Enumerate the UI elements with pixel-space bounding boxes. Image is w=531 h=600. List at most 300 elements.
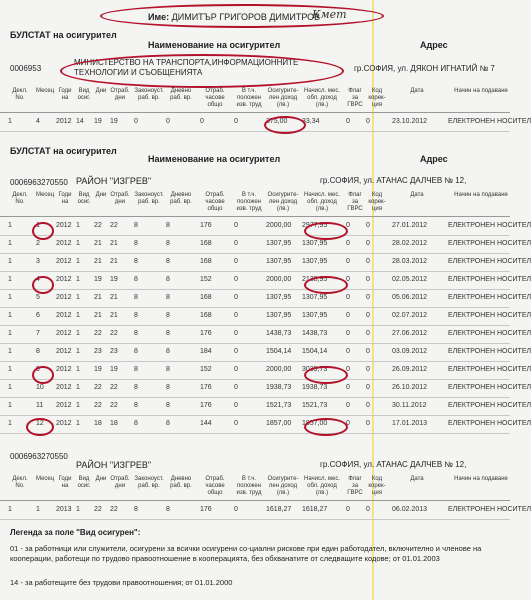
table-cell: 1 [36,506,40,513]
table-cell: 0 [366,420,370,427]
name-value: ДИМИТЪР ГРИГОРОВ ДИМИТРОВ [171,12,321,22]
table-cell: 8 [36,348,40,355]
red-circle-name [100,4,384,28]
divider [0,500,510,501]
section1-col-header: Дни [95,88,107,94]
table-cell: ЕЛЕКТРОНЕН НОСИТЕЛ [448,330,531,337]
table-cell: 0 [234,312,238,319]
table-cell: 11 [36,402,44,409]
table-cell: 0 [346,118,350,125]
table-cell: 1307,95 [266,240,292,247]
table-cell: 1 [8,506,12,513]
table-cell: 4 [36,118,40,125]
table-cell: 21 [110,240,118,247]
section1-col-header: Осигуритe- лен доход (лв.) [267,88,299,108]
legend-line-2: 14 - за работещите без трудови правоотношения; от 01.01.2000 [10,578,233,587]
table-cell: 2000,00 [266,276,292,283]
table-cell: ЕЛЕКТРОНЕН НОСИТЕЛ [448,384,531,391]
table-row [0,398,531,416]
table-cell: 0 [234,276,238,283]
table-cell: 2012 [56,330,72,337]
section3-col-header: Декл. No. [12,476,28,489]
section1-col-header: Дата [410,88,424,94]
section3-col-header: Дневно раб. вр. [170,476,192,489]
table-cell: 0 [366,348,370,355]
section3-col-header: Код корек- ция [368,476,386,496]
table-cell: 1 [76,420,80,427]
table-cell: 2012 [56,222,72,229]
table-cell: 8 [134,366,138,373]
table-cell: 19 [94,276,102,283]
table-cell: 8 [166,506,170,513]
table-cell: 6 [36,312,40,319]
table-cell: 1521,73 [266,402,292,409]
table-cell: 19 [94,118,102,125]
table-cell: 0 [234,506,238,513]
table-cell: 19 [110,366,118,373]
table-cell: 27.06.2012 [392,330,428,337]
table-cell: 21 [94,240,102,247]
section3-address: гр.СОФИЯ, ул. АТАНАС ДАЛЧЕВ № 12, [320,460,467,469]
table-cell: 2138,95 [302,276,328,283]
table-cell: 0 [234,258,238,265]
section2-col-header: Начин на подаване [454,192,508,198]
section2-col-header: Начисл. мес. обл. доход (лв.) [304,192,340,212]
table-cell: 0 [346,420,350,427]
table-cell: 168 [200,312,212,319]
table-cell: 1 [76,240,80,247]
table-cell: 152 [200,366,212,373]
table-cell: 22 [94,506,102,513]
table-cell: 0 [346,258,350,265]
section2-bulstat: 0006963270550 [10,178,68,187]
red-circle-month-12 [26,418,54,436]
section1-col-header: Флаг за ГВРС [347,88,363,108]
section2-col-header: Код корек- ция [368,192,386,212]
table-cell: 22 [110,384,118,391]
table-cell: 0 [366,402,370,409]
table-cell: 0 [234,330,238,337]
table-cell: 18 [94,420,102,427]
section1-bulstat: 0006953 [10,64,42,73]
table-cell: 8 [166,384,170,391]
table-cell: 1938,73 [266,384,292,391]
table-cell: 8 [166,420,170,427]
table-cell: ЕЛЕКТРОНЕН НОСИТЕЛ [448,240,531,247]
table-cell: 176 [200,384,212,391]
table-cell: 22 [110,330,118,337]
table-cell: ЕЛЕКТРОНЕН НОСИТЕЛ [448,366,531,373]
table-cell: 03.09.2012 [392,348,428,355]
table-cell: 2012 [56,118,72,125]
section3-col-header: Отраб. часове общо [205,476,225,496]
section1-address: гр.СОФИЯ, ул. ДЯКОН ИГНАТИЙ № 7 [354,64,495,73]
table-cell: 1438,73 [266,330,292,337]
table-cell: 12 [36,420,44,427]
table-cell: 2013 [56,506,72,513]
table-cell: 1307,95 [266,312,292,319]
table-cell: 0 [234,402,238,409]
table-cell: 184 [200,348,212,355]
table-cell: 0 [366,506,370,513]
table-cell: 8 [166,222,170,229]
table-cell: 1 [76,258,80,265]
section1-col-header: Вид осиг. [77,88,91,101]
table-cell: 0 [346,312,350,319]
table-cell: 0 [234,294,238,301]
table-cell: 1 [8,222,12,229]
table-cell: 0 [346,402,350,409]
section2-col-header: Осигуритe- лен доход (лв.) [267,192,299,212]
section1-table [0,114,531,134]
section1-col-header: Код корек- ция [368,88,386,108]
section2-col-header: Декл. No. [12,192,28,205]
table-cell: 8 [134,222,138,229]
red-circle-amount-12 [304,418,348,436]
section2-table [0,218,531,438]
table-cell: 0 [366,312,370,319]
table-cell: 1 [8,420,12,427]
table-row [0,380,531,398]
table-cell: 0 [346,366,350,373]
table-cell: 19 [110,276,118,283]
table-cell: 1307,95 [266,258,292,265]
table-cell: 1857,00 [302,420,328,427]
section1-col-header: Годи на [58,88,72,101]
table-cell: 7 [36,330,40,337]
table-cell: 0 [346,506,350,513]
section2-col-header: Годи на [58,192,72,205]
section3-col-header: В т.ч. положен изв. труд [236,476,262,496]
table-cell: 8 [134,258,138,265]
section3-col-header: Начин на подаване [454,476,508,482]
table-cell: ЕЛЕКТРОНЕН НОСИТЕЛ [448,294,531,301]
table-row [0,326,531,344]
table-cell: 0 [200,118,204,125]
section3-bulstat: 0006963270550 [10,452,68,461]
table-cell: 0 [366,384,370,391]
table-cell: 23 [94,348,102,355]
section2-employer: РАЙОН "ИЗГРЕВ" [76,176,152,186]
red-circle-amount-4 [304,276,348,294]
section1-col-header: Начин на подаване [454,88,508,94]
section1-col-header: Месец [36,88,55,94]
table-cell: 0 [166,118,170,125]
table-cell: 9 [36,366,40,373]
table-cell: 2012 [56,258,72,265]
section2-col-header: Законоуст. раб. вр. [134,192,164,205]
section1-col-header: В т.ч. положен изв. труд [236,88,262,108]
table-cell: 1 [8,240,12,247]
table-cell: 0 [366,258,370,265]
section1-col-header: Начисл. мес. обл. доход (лв.) [304,88,340,108]
table-cell: 0 [234,240,238,247]
table-cell: 23.10.2012 [392,118,428,125]
table-cell: 1 [8,402,12,409]
table-cell: 0 [234,366,238,373]
table-cell: 3 [36,258,40,265]
table-cell: 4 [36,276,40,283]
table-cell: ЕЛЕКТРОНЕН НОСИТЕЛ [448,420,531,427]
table-cell: 1 [76,294,80,301]
table-cell: 168 [200,240,212,247]
table-cell: 02.05.2012 [392,276,428,283]
section2-col-header: Дневно раб. вр. [170,192,192,205]
table-cell: 8 [166,312,170,319]
table-cell: 1307,95 [302,258,328,265]
table-cell: 144 [200,420,212,427]
section2-address-header: Адрес [420,154,448,164]
table-cell: 0 [346,276,350,283]
section3-col-header: Дата [410,476,424,482]
table-cell: 1438,73 [302,330,328,337]
divider [0,216,510,217]
table-cell: 1 [76,312,80,319]
table-cell: 176 [200,506,212,513]
red-circle-month-4 [32,276,54,294]
table-cell: 1 [8,294,12,301]
table-cell: 8 [134,506,138,513]
table-cell: ЕЛЕКТРОНЕН НОСИТЕЛ [448,258,531,265]
table-cell: 0 [346,294,350,301]
table-cell: 0 [346,330,350,337]
table-cell: 1 [76,330,80,337]
table-cell: 21 [110,312,118,319]
section2-col-header: Месец [36,192,55,198]
table-cell: ЕЛЕКТРОНЕН НОСИТЕЛ [448,312,531,319]
table-cell: 176 [200,222,212,229]
table-cell: 1 [36,222,40,229]
table-cell: 22 [94,384,102,391]
table-cell: 0 [366,366,370,373]
section1-name-header: Наименование на осигурител [148,40,281,50]
section1-employer: МИНИСТЕРСТВО НА ТРАНСПОРТА,ИНФОРМАЦИОННИТЕ ТЕХНОЛОГИИ И СЪОБЩЕНИЯТА [74,58,299,77]
table-cell: 1 [76,222,80,229]
table-cell: 5 [36,294,40,301]
table-cell: 1 [76,276,80,283]
section2-col-header: Отраб. часове общо [205,192,225,212]
table-cell: ЕЛЕКТРОНЕН НОСИТЕЛ [448,222,531,229]
section2-col-header: Отраб. дни [110,192,130,205]
table-cell: 28.03.2012 [392,258,428,265]
legend-title: Легенда за поле "Вид осигурен": [10,528,141,537]
table-cell: 0 [346,222,350,229]
table-cell: 2012 [56,348,72,355]
table-cell: 168 [200,294,212,301]
red-circle-month-1 [32,222,54,240]
section3-col-header: Флаг за ГВРС [347,476,363,496]
section2-column-headers [0,192,517,216]
table-cell: 26.10.2012 [392,384,428,391]
table-cell: 168 [200,258,212,265]
table-cell: ЕЛЕКТРОНЕН НОСИТЕЛ [448,118,531,125]
table-cell: 3039,73 [302,366,328,373]
table-cell: 2000,00 [266,366,292,373]
table-cell: 19 [110,118,118,125]
table-cell: 21 [94,312,102,319]
table-cell: 1504,14 [302,348,328,355]
table-cell: 1307,95 [302,294,328,301]
table-cell: ЕЛЕКТРОНЕН НОСИТЕЛ [448,402,531,409]
table-cell: 8 [134,312,138,319]
table-cell: 8 [134,420,138,427]
table-cell: 8 [166,258,170,265]
section3-col-header: Дни [95,476,107,482]
table-cell: 1 [76,348,80,355]
table-cell: 1 [8,348,12,355]
table-cell: 1618,27 [266,506,292,513]
section2-col-header: Вид осиг. [77,192,91,205]
row-divider [0,433,510,434]
section3-col-header: Законоуст. раб. вр. [134,476,164,489]
table-cell: 17.01.2013 [392,420,428,427]
table-cell: 22 [94,330,102,337]
table-cell: 02.07.2012 [392,312,428,319]
table-cell: 1857,00 [266,420,292,427]
table-cell: 1 [76,384,80,391]
table-cell: 2012 [56,294,72,301]
table-cell: 0 [366,240,370,247]
section1-col-header: Законоуст. раб. вр. [134,88,164,101]
table-cell: 30.11.2012 [392,402,427,409]
table-cell: 8 [166,330,170,337]
table-row [0,502,531,520]
table-cell: 8 [166,402,170,409]
table-cell: 0 [234,420,238,427]
section2-address: гр.СОФИЯ, ул. АТАНАС ДАЛЧЕВ № 12, [320,176,467,185]
section2-bulstat-label: БУЛСТАТ на осигурител [10,146,117,156]
table-cell: 19 [94,366,102,373]
table-cell: 26.09.2012 [392,366,428,373]
table-cell: 2012 [56,312,72,319]
table-row [0,290,531,308]
section1-address-header: Адрес [420,40,448,50]
table-cell: 0 [366,118,370,125]
handwritten-note: Кмет [312,8,347,21]
table-cell: 1 [76,402,80,409]
table-cell: 1618,27 [302,506,328,513]
table-cell: 1 [8,384,12,391]
table-cell: 1504,14 [266,348,292,355]
table-row [0,114,531,132]
red-circle-month-9 [32,366,54,384]
table-cell: 375,00 [266,118,288,125]
table-cell: 1 [8,366,12,373]
table-cell: 2012 [56,384,72,391]
section3-col-header: Вид осиг. [77,476,91,489]
table-cell: 8 [134,240,138,247]
table-cell: 28.02.2012 [392,240,428,247]
table-cell: 8 [134,348,138,355]
section1-column-headers [0,88,517,112]
table-cell: 2 [36,240,40,247]
table-cell: ЕЛЕКТРОНЕН НОСИТЕЛ [448,276,531,283]
table-cell: 1 [8,312,12,319]
table-cell: 0 [366,276,370,283]
table-cell: 33,34 [302,118,320,125]
table-cell: 8 [134,402,138,409]
table-cell: 2012 [56,420,72,427]
table-cell: 8 [134,330,138,337]
table-cell: 0 [346,348,350,355]
table-cell: 2000,00 [266,222,292,229]
section1-bulstat-label: БУЛСТАТ на осигурител [10,30,117,40]
table-cell: 2012 [56,276,72,283]
section3-column-headers [0,476,517,500]
table-cell: 0 [346,240,350,247]
table-cell: 1307,95 [302,312,328,319]
table-cell: 1 [76,506,80,513]
table-cell: 1521,73 [302,402,328,409]
section2-col-header: В т.ч. положен изв. труд [236,192,262,212]
table-cell: 14 [76,118,84,125]
table-cell: 05.06.2012 [392,294,428,301]
section2-name-header: Наименование на осигурител [148,154,281,164]
section3-col-header: Отраб. дни [110,476,130,489]
table-row [0,344,531,362]
table-cell: 0 [234,118,238,125]
table-cell: 22 [94,222,102,229]
table-cell: 21 [94,294,102,301]
table-cell: 2012 [56,402,72,409]
row-divider [0,519,510,520]
table-cell: 22 [94,402,102,409]
section3-col-header: Месец [36,476,55,482]
table-cell: 1 [8,330,12,337]
table-row [0,218,531,236]
table-cell: 22 [110,222,118,229]
table-cell: 152 [200,276,212,283]
legend-line-1: 01 - за работници или служители, осигурени за всички осигурени со-циални рискове при един работодател, включително и членове на кооперации, работещи по трудово правоотношение в кооперацията, без обхванатите от следващите кодове; от 01.01.2003 [10,544,482,563]
table-row [0,362,531,380]
table-cell: 06.02.2013 [392,506,428,513]
section2-col-header: Дата [410,192,424,198]
table-cell: 176 [200,330,212,337]
table-cell: 21 [110,294,118,301]
table-row [0,308,531,326]
row-divider [0,131,510,132]
table-cell: 1 [8,118,12,125]
table-cell: 1 [76,366,80,373]
table-cell: 8 [166,294,170,301]
section3-col-header: Годи на [58,476,72,489]
table-cell: ЕЛЕКТРОНЕН НОСИТЕЛ [448,348,531,355]
section2-col-header: Дни [95,192,107,198]
table-cell: 0 [234,384,238,391]
red-circle-amount-9 [304,366,348,384]
table-cell: 21 [94,258,102,265]
section1-col-header: Отраб. часове общо [205,88,225,108]
table-cell: 2012 [56,366,72,373]
table-cell: 0 [346,384,350,391]
table-cell: 8 [166,276,170,283]
table-cell: 1307,95 [302,240,328,247]
table-row [0,254,531,272]
table-cell: 22 [110,402,118,409]
table-cell: 23 [110,348,118,355]
red-circle-amount-1 [304,222,348,240]
table-cell: 1 [8,276,12,283]
table-cell: 1938,73 [302,384,328,391]
table-cell: ЕЛЕКТРОНЕН НОСИТЕЛ [448,506,531,513]
table-cell: 1307,95 [266,294,292,301]
section3-table [0,502,531,522]
name-label: Име: [148,12,170,22]
table-cell: 18 [110,420,118,427]
table-cell: 2012 [56,240,72,247]
table-cell: 21 [110,258,118,265]
section3-employer: РАЙОН "ИЗГРЕВ" [76,460,152,470]
